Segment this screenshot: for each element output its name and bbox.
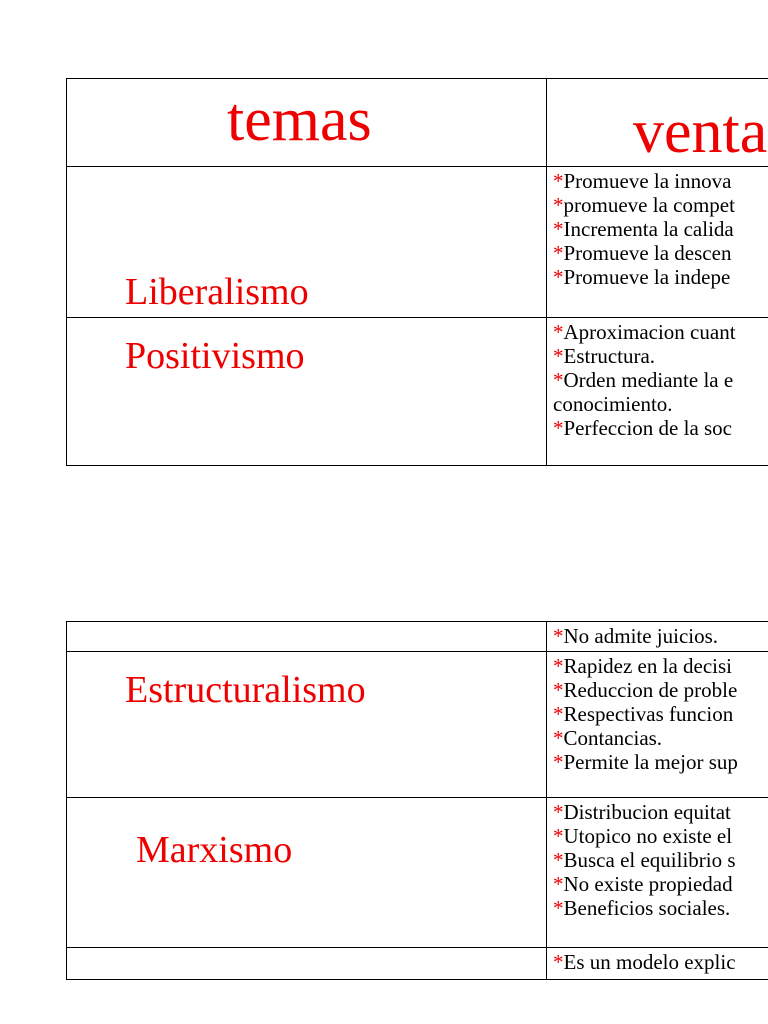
list-item: *Permite la mejor sup xyxy=(553,750,738,774)
list-item: *Respectivas funcion xyxy=(553,702,734,726)
list-item: *Promueve la descen xyxy=(553,241,732,265)
list-item: *Estructura. xyxy=(553,344,656,368)
bullet-star: * xyxy=(553,678,564,702)
topic-marxismo: Marxismo xyxy=(136,829,293,871)
header-advantages-label: venta xyxy=(633,98,768,166)
bullet-star: * xyxy=(553,344,564,368)
table-row xyxy=(67,798,768,948)
list-item: *Promueve la innova xyxy=(553,169,732,193)
topic-cell-empty xyxy=(67,622,547,652)
bullet-star: * xyxy=(553,169,564,193)
bullet-star: * xyxy=(553,848,564,872)
table-row xyxy=(67,318,768,466)
advantages-cell xyxy=(547,622,768,652)
advantages-cell xyxy=(547,318,768,466)
list-item: *Aproximacion cuant xyxy=(553,320,736,344)
advantages-cell xyxy=(547,948,768,980)
bullet-star: * xyxy=(553,265,564,289)
list-item: *Perfeccion de la soc xyxy=(553,416,733,440)
list-item: *No existe propiedad xyxy=(553,872,733,896)
topic-liberalismo: Liberalismo xyxy=(125,271,309,313)
list-item-continuation: conocimiento. xyxy=(553,392,673,416)
bullet-star: * xyxy=(553,824,564,848)
list-item: *Incrementa la calida xyxy=(553,217,734,241)
bullet-star: * xyxy=(553,416,564,440)
bullet-star: * xyxy=(553,800,564,824)
table-row xyxy=(67,652,768,798)
bullet-star: * xyxy=(553,193,564,217)
topic-cell xyxy=(67,798,547,948)
list-item: *Orden mediante la e xyxy=(553,368,734,392)
bullet-star: * xyxy=(553,950,564,974)
topic-cell xyxy=(67,167,547,318)
advantages-cell xyxy=(547,167,768,318)
bullet-star: * xyxy=(553,750,564,774)
list-item: *Beneficios sociales. xyxy=(553,896,731,920)
topic-cell xyxy=(67,318,547,466)
comparison-table-top xyxy=(66,78,768,466)
topic-positivismo: Positivismo xyxy=(125,335,305,377)
table-row xyxy=(67,167,768,318)
advantages-cell xyxy=(547,798,768,948)
bullet-star: * xyxy=(553,624,564,648)
bullet-star: * xyxy=(553,241,564,265)
topic-cell-empty xyxy=(67,948,547,980)
list-item: *Distribucion equitat xyxy=(553,800,731,824)
table-row xyxy=(67,622,768,652)
bullet-star: * xyxy=(553,896,564,920)
header-row xyxy=(67,79,768,167)
list-item: *promueve la compet xyxy=(553,193,735,217)
bullet-star: * xyxy=(553,320,564,344)
list-item: *Utopico no existe el xyxy=(553,824,733,848)
table-row xyxy=(67,948,768,980)
bullet-star: * xyxy=(553,726,564,750)
bullet-star: * xyxy=(553,702,564,726)
header-topic-cell xyxy=(67,79,547,167)
list-item: *Contancias. xyxy=(553,726,663,750)
advantages-cell xyxy=(547,652,768,798)
bullet-star: * xyxy=(553,217,564,241)
list-item: *Busca el equilibrio s xyxy=(553,848,736,872)
list-item: *No admite juicios. xyxy=(553,624,719,648)
header-topic-label: temas xyxy=(227,86,372,154)
list-item: *Promueve la indepe xyxy=(553,265,731,289)
bullet-star: * xyxy=(553,654,564,678)
bullet-star: * xyxy=(553,872,564,896)
comparison-table-bottom xyxy=(66,621,768,980)
list-item: *Rapidez en la decisi xyxy=(553,654,733,678)
topic-estructuralismo: Estructuralismo xyxy=(125,669,366,711)
header-advantages-cell xyxy=(547,79,768,167)
topic-cell xyxy=(67,652,547,798)
list-item: *Reduccion de proble xyxy=(553,678,738,702)
list-item: *Es un modelo explic xyxy=(553,950,736,974)
bullet-star: * xyxy=(553,368,564,392)
